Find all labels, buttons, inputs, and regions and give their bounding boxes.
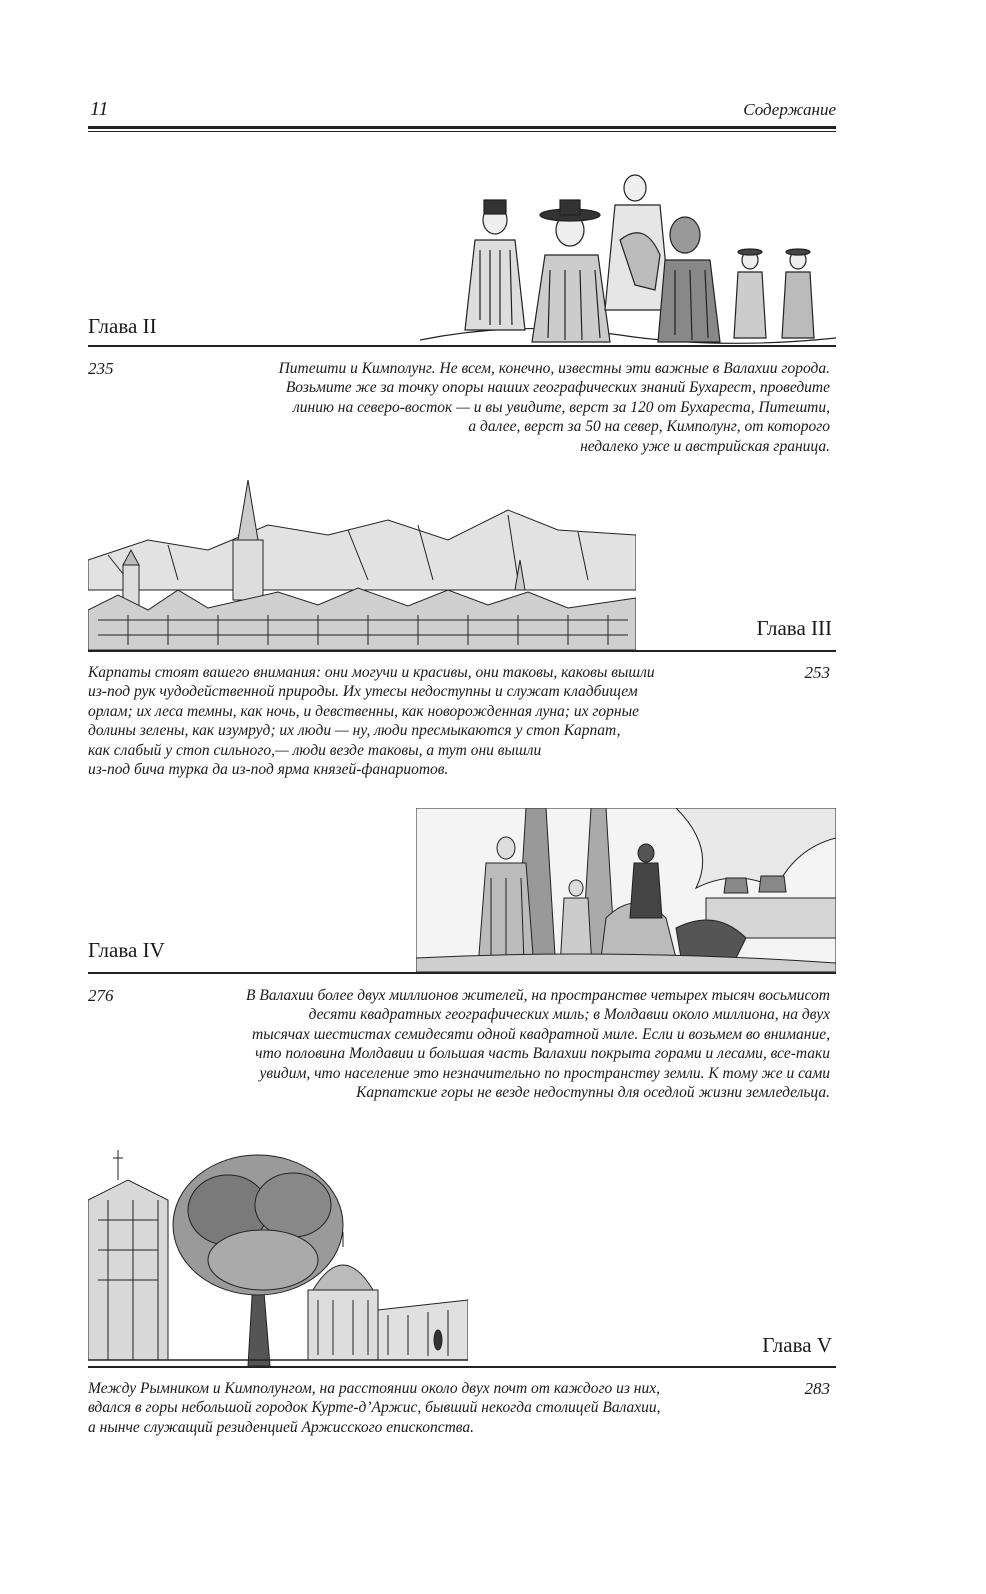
chapter-4-heading: Глава IV <box>88 938 165 962</box>
chapter-3-illustration <box>88 480 636 650</box>
summary-line: Возьмите же за точку опоры наших географических знаний Бухарест, проведите <box>285 379 830 397</box>
summary-line: В Валахии более двух миллионов жителей, на пространстве четырех тысяч восьмисот <box>246 987 830 1004</box>
summary-line: Питешти и Кимполунг. Не всем, конечно, известны эти важные в Валахии города. <box>278 360 830 377</box>
chapter-3-page: 253 <box>804 663 830 682</box>
chapter-3-rule <box>88 650 836 652</box>
summary-line: Между Рымником и Кимполунгом, на расстоянии около двух почт от каждого из них, <box>88 1380 660 1397</box>
chapter-2-page: 235 <box>88 359 114 378</box>
summary-line: что половина Молдавии и большая часть Валахии покрыта горами и лесами, все-таки <box>255 1045 830 1063</box>
summary-line: а нынче служащий резиденцией Аржисского епископства. <box>88 1418 475 1436</box>
running-header-title: Содержание <box>743 100 836 119</box>
summary-line: Карпаты стоят вашего внимания: они могучи и красивы, они таковы, каковы вышли <box>88 664 655 681</box>
chapter-5-illustration <box>88 1140 468 1366</box>
chapter-4-page: 276 <box>88 986 114 1005</box>
chapter-4-illustration <box>416 808 836 972</box>
chapter-2-rule <box>88 345 836 347</box>
chapter-4-rule <box>88 972 836 974</box>
header-rule-thin <box>88 131 836 132</box>
summary-line: вдался в горы небольшой городок Курте-д’Аржис, бывший некогда столицей Валахии, <box>88 1399 661 1417</box>
summary-line: тысячах шестистах семидесяти одной квадратной миле. Если и возьмем во внимание, <box>252 1025 830 1043</box>
summary-line: увидим, что население это незначительно по пространству земли. К тому же и сами <box>259 1064 830 1082</box>
summary-line: недалеко уже и австрийская граница. <box>580 437 830 455</box>
summary-line: долины зелены, как изумруд; их люди — ну, люди пресмыкаются у стоп Карпат, <box>88 722 621 740</box>
summary-line: линию на северо-восток — и вы увидите, верст за 120 от Бухареста, Питешти, <box>293 398 830 416</box>
chapter-3-heading: Глава III <box>756 616 832 640</box>
chapter-5-page: 283 <box>804 1379 830 1398</box>
page-number: 11 <box>90 98 109 120</box>
chapter-2-summary <box>170 359 830 456</box>
summary-line: десяти квадратных географических миль; в Молдавии около миллиона, на двух <box>308 1006 830 1024</box>
chapter-4-summary <box>130 986 830 1102</box>
chapter-5-summary <box>88 1379 768 1437</box>
chapter-2-heading: Глава II <box>88 314 157 338</box>
summary-line: орлам; их леса темны, как ночь, и девственны, как новорожденная луна; их горные <box>88 702 639 720</box>
chapter-5-heading: Глава V <box>762 1333 832 1357</box>
summary-line: как слабый у стоп сильного,— люди везде таковы, а тут они вышли <box>88 741 542 759</box>
summary-line: а далее, верст за 50 на север, Кимполунг, от которого <box>468 418 830 436</box>
summary-line: из-под рук чудодейственной природы. Их утесы недоступны и служат кладбищем <box>88 683 638 701</box>
summary-line: из-под бича турка да из-под ярма князей-фанариотов. <box>88 761 449 779</box>
chapter-3-summary <box>88 663 768 779</box>
summary-line: Карпатские горы не везде недоступны для оседлой жизни земледельца. <box>356 1084 830 1102</box>
chapter-2-illustration <box>420 160 836 346</box>
chapter-5-rule <box>88 1366 836 1368</box>
header-rule <box>88 126 836 129</box>
